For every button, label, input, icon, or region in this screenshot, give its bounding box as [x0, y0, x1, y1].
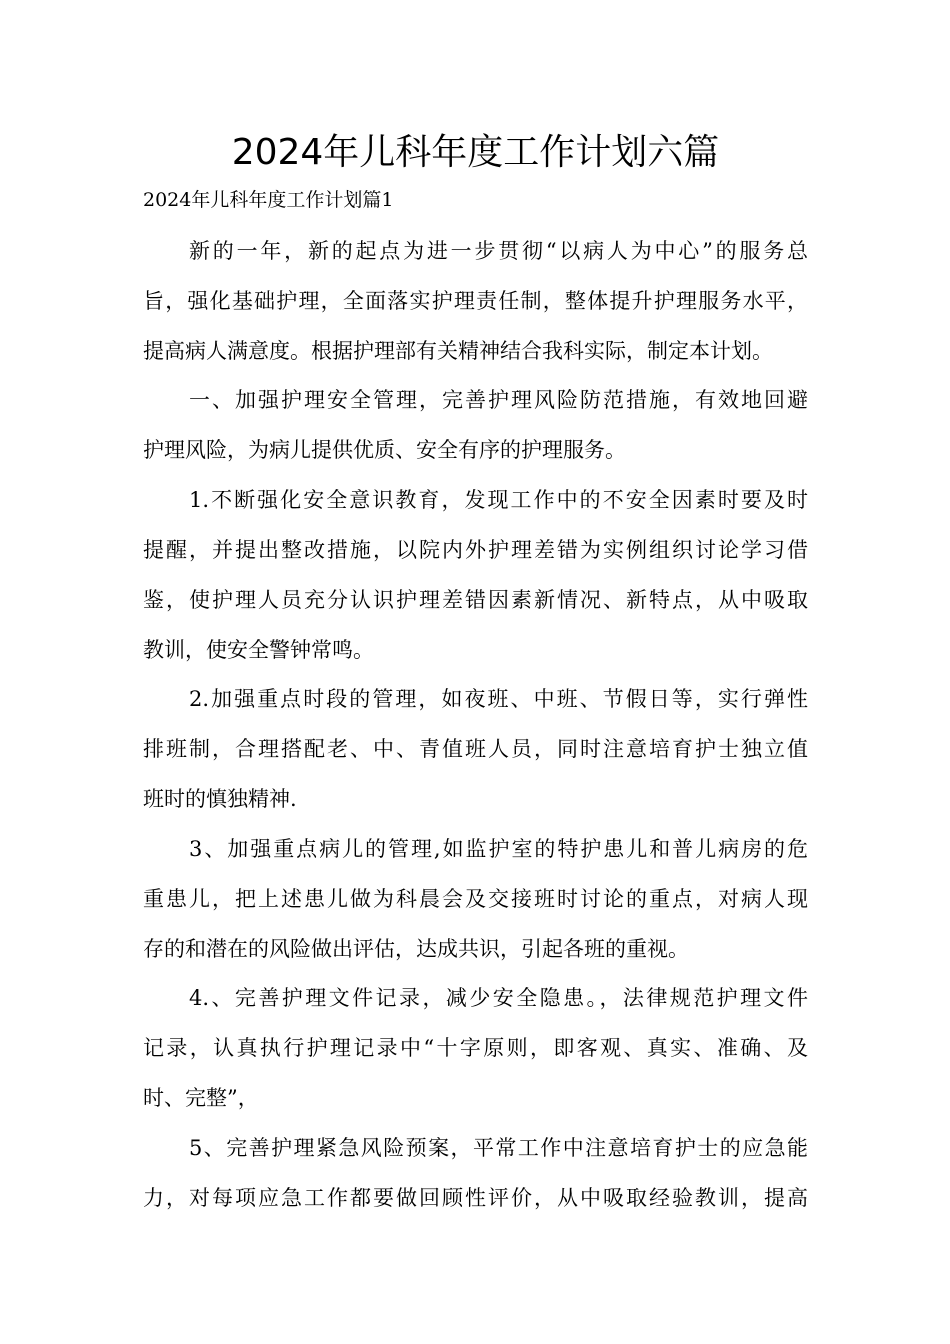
text-line: 重患儿，把上述患儿做为科晨会及交接班时讨论的重点，对病人现 — [143, 887, 808, 911]
text-line: 护理风险，为病儿提供优质、安全有序的护理服务。 — [143, 438, 626, 462]
paragraph-item-3 — [143, 824, 808, 974]
paragraph-section-one — [143, 375, 808, 475]
text-line: 旨，强化基础护理，全面落实护理责任制，整体提升护理服务水平， — [143, 289, 808, 313]
text-line: 记录，认真执行护理记录中“十字原则，即客观、真实、准确、及 — [143, 1036, 808, 1060]
text-line: 1.不断强化安全意识教育，发现工作中的不安全因素时要及时 — [189, 488, 808, 512]
text-line: 时、完整”， — [143, 1086, 259, 1110]
text-line: 班时的慎独精神. — [143, 787, 297, 811]
text-line: 3、加强重点病儿的管理,如监护室的特护患儿和普儿病房的危 — [189, 837, 808, 861]
document-title: 2024年儿科年度工作计划六篇 — [231, 132, 720, 173]
text-line: 4.、完善护理文件记录，减少安全隐患。，法律规范护理文件 — [189, 986, 808, 1010]
text-line: 提高病人满意度。根据护理部有关精神结合我科实际，制定本计划。 — [143, 339, 773, 363]
paragraph-intro — [143, 226, 808, 376]
text-line: 排班制，合理搭配老、中、青值班人员，同时注意培育护士独立值 — [143, 737, 808, 761]
section-heading: 2024年儿科年度工作计划篇1 — [143, 189, 394, 211]
text-line: 提醒，并提出整改措施，以院内外护理差错为实例组织讨论学习借 — [143, 538, 808, 562]
text-line: 存的和潜在的风险做出评估，达成共识，引起各班的重视。 — [143, 937, 689, 961]
paragraph-item-5 — [143, 1123, 808, 1223]
text-line: 鉴，使护理人员充分认识护理差错因素新情况、新特点，从中吸取 — [143, 588, 808, 612]
paragraph-item-4 — [143, 973, 808, 1123]
paragraph-item-2 — [143, 674, 808, 824]
text-line: 5、完善护理紧急风险预案，平常工作中注意培育护士的应急能 — [189, 1136, 808, 1160]
text-line: 教训，使安全警钟常鸣。 — [143, 638, 374, 662]
text-line: 一、加强护理安全管理，完善护理风险防范措施，有效地回避 — [189, 388, 808, 412]
text-line: 力，对每项应急工作都要做回顾性评价，从中吸取经验教训，提高 — [143, 1186, 808, 1210]
text-line: 新的一年，新的起点为进一步贯彻“以病人为中心”的服务总 — [189, 239, 808, 263]
text-line: 2.加强重点时段的管理，如夜班、中班、节假日等，实行弹性 — [189, 687, 808, 711]
paragraph-item-1 — [143, 475, 808, 675]
